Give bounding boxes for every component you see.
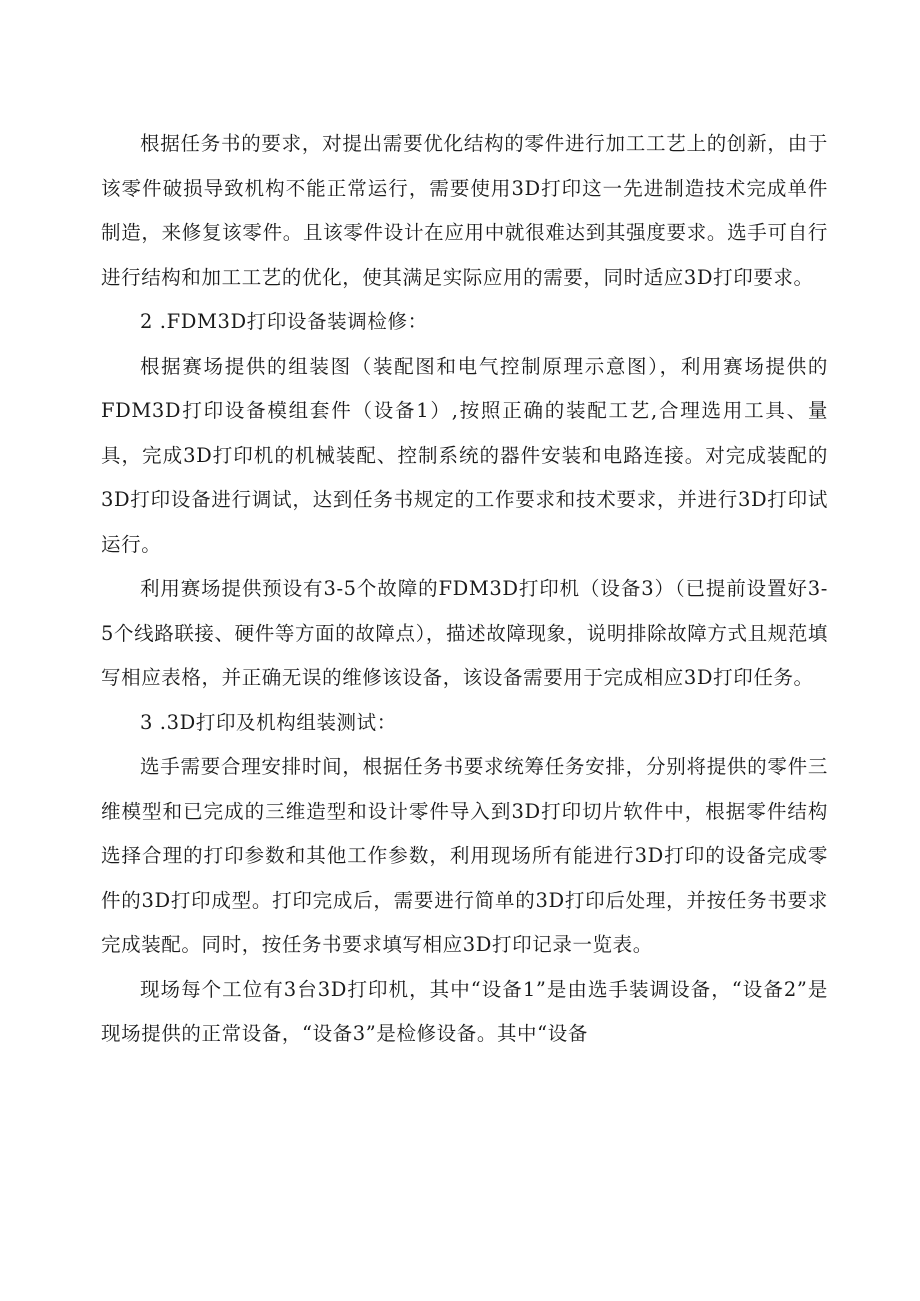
paragraph-workstation-equipment: 现场每个工位有3台3D打印机，其中“设备1”是由选手装调设备，“设备2”是现场提供的正常设备，“设备3”是检修设备。其中“设备	[101, 977, 828, 1045]
document-body	[101, 122, 828, 1057]
section-heading-printing-test: 3 .3D打印及机构组装测试：	[140, 710, 397, 734]
paragraph-printing-process: 选手需要合理安排时间，根据任务书要求统筹任务安排，分别将提供的零件三维模型和已完成的三维造型和设计零件导入到3D打印切片软件中，根据零件结构选择合理的打印参数和其他工作参数，利用现场所有能进行3D打印的设备完成零件的3D打印成型。打印完成后，需要进行简单的3D打印后处理，并按任务书要求完成装配。同时，按任务书要求填写相应3D打印记录一览表。	[101, 755, 828, 956]
paragraph-assembly-instructions: 根据赛场提供的组装图（装配图和电气控制原理示意图），利用赛场提供的FDM3D打印设备模组套件（设备1）,按照正确的装配工艺,合理选用工具、量具，完成3D打印机的机械装配、控制系统的器件安装和电路连接。对完成装配的3D打印设备进行调试，达到任务书规定的工作要求和技术要求，并进行3D打印试运行。	[101, 354, 828, 556]
paragraph-fault-repair: 利用赛场提供预设有3-5个故障的FDM3D打印机（设备3）（已提前设置好3-5个线路联接、硬件等方面的故障点），描述故障现象，说明排除故障方式且规范填写相应表格，并正确无误的维修该设备，该设备需要用于完成相应3D打印任务。	[101, 577, 828, 689]
section-heading-fdm-assembly: 2 .FDM3D打印设备装调检修：	[140, 310, 428, 333]
paragraph-task-requirements: 根据任务书的要求，对提出需要优化结构的零件进行加工工艺上的创新，由于该零件破损导致机构不能正常运行，需要使用3D打印这一先进制造技术完成单件制造，来修复该零件。且该零件设计在应用中就很难达到其强度要求。选手可自行进行结构和加工工艺的优化，使其满足实际应用的需要，同时适应3D打印要求。	[101, 132, 828, 289]
